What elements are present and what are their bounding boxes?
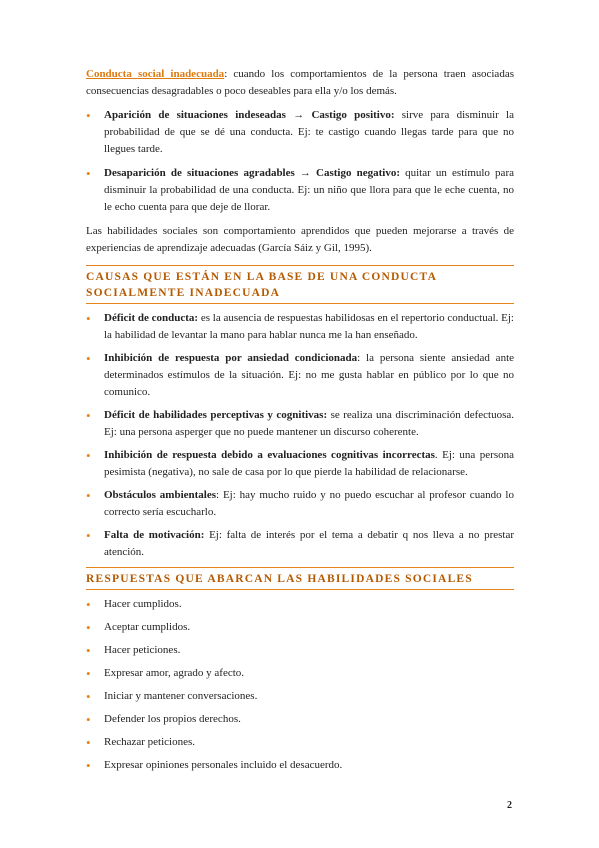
- bullet-icon: •: [86, 620, 91, 635]
- bullet-icon: •: [86, 311, 91, 326]
- item-title: Inhibición de respuesta debido a evaluaciones cognitivas incorrectas: [104, 449, 435, 461]
- list-item: [86, 165, 514, 216]
- list-item: [86, 487, 514, 521]
- item-text: Hacer cumplidos.: [104, 598, 182, 610]
- item-text: es la ausencia de respuestas habilidosas en el repertorio conductual. Ej: la habilidad de levantar la mano para hablar nunca me la han enseñado.: [104, 312, 514, 341]
- bullet-icon: •: [86, 597, 91, 612]
- bullet-icon: •: [86, 408, 91, 423]
- item-text: : Ej: hay mucho ruido y no puedo escuchar al profesor cuando lo correcto sería escucharlo.: [104, 489, 514, 518]
- section-heading-responses: RESPUESTAS QUE ABARCAN LAS HABILIDADES SOCIALES: [86, 567, 514, 590]
- list-item: [86, 596, 514, 613]
- page-number: 2: [507, 800, 512, 811]
- list-item: [86, 711, 514, 728]
- item-text: Hacer peticiones.: [104, 644, 181, 656]
- list-item: [86, 642, 514, 659]
- item-title: Déficit de habilidades perceptivas y cognitivas:: [104, 409, 328, 421]
- bullet-icon: •: [86, 528, 91, 543]
- intro-text: : cuando los comportamientos de la persona traen asociadas consecuencias desagradables o poco deseables para ella y/o los demás.: [86, 68, 514, 97]
- item-text: Ej: falta de interés por el tema a debatir q nos lleva a no prestar atención.: [104, 529, 514, 558]
- bullet-icon: •: [86, 643, 91, 658]
- bullet-icon: •: [86, 758, 91, 773]
- responses-list: [86, 596, 514, 774]
- item-text: Rechazar peticiones.: [104, 736, 196, 748]
- section-heading-causes: CAUSAS QUE ESTÁN EN LA BASE DE UNA CONDUCTA SOCIALMENTE INADECUADA: [86, 265, 514, 304]
- bullet-icon: •: [86, 108, 91, 123]
- item-text: Aceptar cumplidos.: [104, 621, 191, 633]
- bullet-icon: •: [86, 166, 91, 181]
- item-text: se realiza una discriminación defectuosa. Ej: una persona asperger que no puede mantener un discurso coherente.: [104, 409, 514, 438]
- item-text: sirve para disminuir la probabilidad de que se dé una conducta. Ej: te castigo cuando llegas tarde para que no llegues tarde.: [104, 109, 514, 155]
- item-text: Expresar amor, agrado y afecto.: [104, 667, 245, 679]
- item-title: Aparición de situaciones indeseadas → Castigo positivo:: [104, 109, 395, 121]
- item-title: Falta de motivación:: [104, 529, 205, 541]
- list-item: [86, 688, 514, 705]
- item-title: Déficit de conducta:: [104, 312, 199, 324]
- bullet-icon: •: [86, 666, 91, 681]
- item-text: Iniciar y mantener conversaciones.: [104, 690, 258, 702]
- item-text: quitar un estímulo para disminuir la probabilidad de una conducta. Ej: un niño que llora para que le eche cuenta, no le echo cuenta para que deje de llorar.: [104, 167, 514, 213]
- bullet-icon: •: [86, 735, 91, 750]
- bullet-icon: •: [86, 712, 91, 727]
- list-item: [86, 757, 514, 774]
- list-item: [86, 407, 514, 441]
- item-text: : la persona siente ansiedad ante determinados estímulos de la situación. Ej: no me gusta hablar en público por lo que no comunico.: [104, 352, 515, 398]
- bullet-icon: •: [86, 689, 91, 704]
- list-item: [86, 447, 514, 481]
- bullet-icon: •: [86, 351, 91, 366]
- list-item: [86, 734, 514, 751]
- bullet-icon: •: [86, 488, 91, 503]
- consequences-list: [86, 107, 514, 216]
- list-item: [86, 310, 514, 344]
- list-item: [86, 527, 514, 561]
- item-title: Inhibición de respuesta por ansiedad condicionada: [104, 352, 358, 364]
- list-item: [86, 619, 514, 636]
- item-text: Expresar opiniones personales incluido el desacuerdo.: [104, 759, 343, 771]
- intro-term: Conducta social inadecuada: [86, 68, 225, 80]
- list-item: [86, 665, 514, 682]
- list-item: [86, 107, 514, 158]
- list-item: [86, 350, 514, 401]
- item-title: Obstáculos ambientales: [104, 489, 217, 501]
- intro-paragraph: [86, 66, 514, 100]
- closing-paragraph: Las habilidades sociales son comportamiento aprendidos que pueden mejorarse a través de experiencias de aprendizaje adecuadas (García Sáiz y Gil, 1995).: [86, 225, 514, 254]
- item-title: Desaparición de situaciones agradables → Castigo negativo:: [104, 167, 400, 179]
- causes-list: [86, 310, 514, 561]
- bullet-icon: •: [86, 448, 91, 463]
- item-text: . Ej: una persona pesimista (negativa), no sale de casa por lo que pierde la habilidad de relacionarse.: [104, 449, 514, 478]
- item-text: Defender los propios derechos.: [104, 713, 241, 725]
- document-page: [86, 66, 514, 780]
